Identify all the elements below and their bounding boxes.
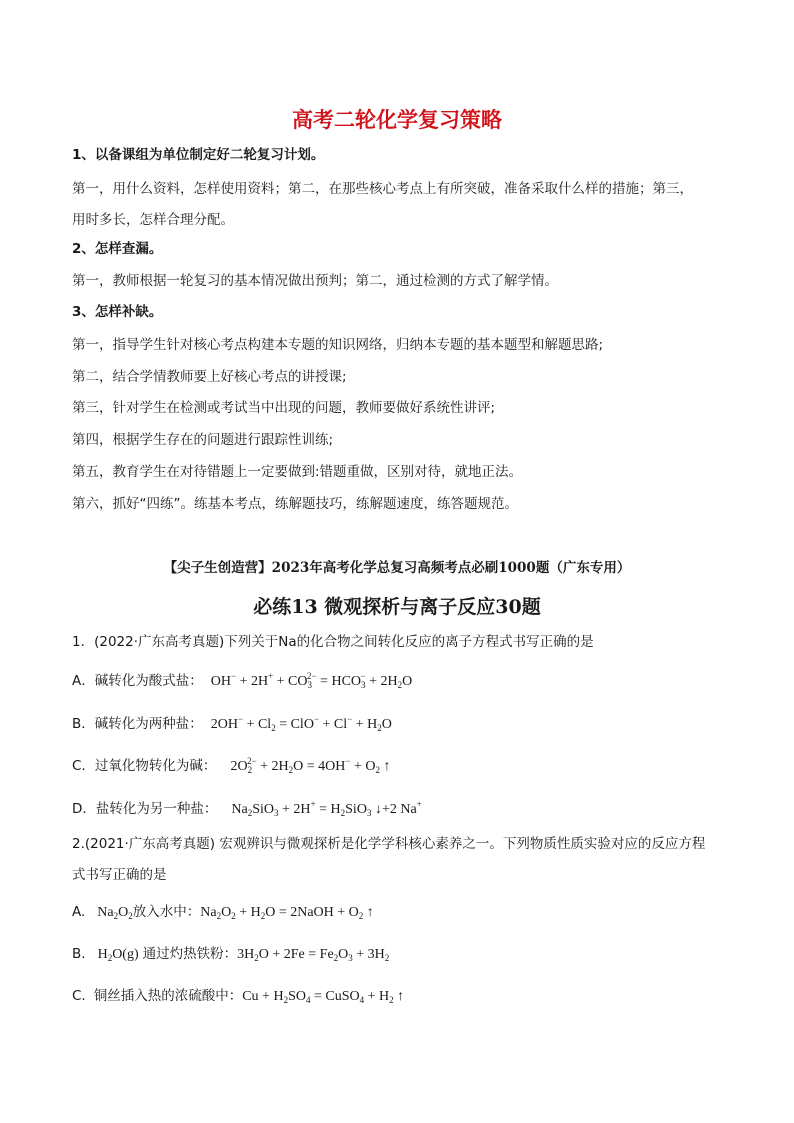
equation: $3H_2O + 2Fe = Fe_2O_3 + 3H_2$ [237,947,390,963]
option-label: 通过灼热铁粉： [142,946,238,962]
section-3-item: 第六，抓好“四练”。练基本考点，练解题技巧，练解题速度，练答题规范。 [72,496,518,512]
question-1-stem: 1．(2022·广东高考真题)下列关于Na的化合物之间转化反应的离子方程式书写正确的是 [72,634,594,650]
question-2-stem-line-1: 2.(2021·广东高考真题) 宏观辨识与微观探析是化学学科核心素养之一。下列物质性质实验对应的反应方程 [72,836,706,852]
question-1-option-d [72,795,422,822]
question-2-stem-line-2: 式书写正确的是 [72,867,167,883]
option-prefix: A. [72,904,86,920]
section-3-heading: 3、怎样补缺。 [72,304,163,320]
option-label: 放入水中： [132,904,201,920]
section-3-item: 第四，根据学生存在的问题进行跟踪性训练; [72,432,334,448]
option-label: D．盐转化为另一种盐： [72,801,218,817]
question-2-option-a [72,903,374,925]
section-2-heading: 2、怎样查漏。 [72,241,163,257]
section-3-item: 第二，结合学情教师要上好核心考点的讲授课; [72,369,347,385]
option-prefix: B. [72,946,86,962]
page-title: 高考二轮化学复习策略 [292,108,502,132]
option-label: C．过氧化物转化为碱： [72,758,217,774]
equation: $2OH^- + Cl_2 = ClO^- + Cl^- + H_2O$ [210,714,392,733]
option-label: 铜丝插入热的浓硫酸中： [93,988,243,1004]
section-2-line-1: 第一，教师根据一轮复习的基本情况做出预判；第二，通过检测的方式了解学情。 [72,273,558,289]
equation: $Cu + H_2SO_4$ = CuSO$_4$ + $H_2$ ↑ [242,989,405,1005]
section-3-item: 第三，针对学生在检测或考试当中出现的问题，教师要做好系统性讲评; [72,400,496,416]
equation: $OH^- + 2H^+ + CO_3^{2-} = HCO_3^- + 2H_2O$ [210,671,413,690]
option-label: A．碱转化为酸式盐： [72,673,203,689]
section-3-item: 第一，指导学生针对核心考点构建本专题的知识网络，归纳本专题的基本题型和解题思路; [72,337,604,353]
question-1-option-b [72,710,392,737]
question-2-option-b [72,945,389,967]
question-1-option-a [72,667,412,694]
series-subheading: 【尖子生创造营】2023年高考化学总复习高频考点必刷1000题（广东专用） [163,560,631,576]
option-prefix: C. [72,988,86,1004]
section-3-item: 第五，教育学生在对待错题上一定要做到:错题重做，区别对待，就地正法。 [72,464,523,480]
reactant: $H_2O(g)$ [97,947,139,963]
reactant: $Na_2O_2$ [97,905,133,921]
option-label: B．碱转化为两种盐： [72,716,203,732]
exercise-title: 必练13 微观探析与离子反应30题 [253,596,541,618]
equation: $2O_2^{2-} + 2H_2O = 4OH^- + O_2$ ↑ [230,756,391,775]
question-1-option-c [72,752,390,779]
section-1-heading: 1、以备课组为单位制定好二轮复习计划。 [72,147,325,163]
section-1-line-1: 第一，用什么资料，怎样使用资料；第二，在那些核心考点上有所突破，准备采取什么样的措施；第三， [72,181,693,197]
equation: $Na_2O_2 + H_2O$ = 2NaOH + $O_2$ ↑ [200,905,374,921]
section-1-line-2: 用时多长，怎样合理分配。 [72,212,234,228]
equation: $Na_2SiO_3 + 2H^+ = H_2SiO_3$ ↓+2 Na+ [231,799,422,818]
question-2-option-c [72,987,404,1009]
